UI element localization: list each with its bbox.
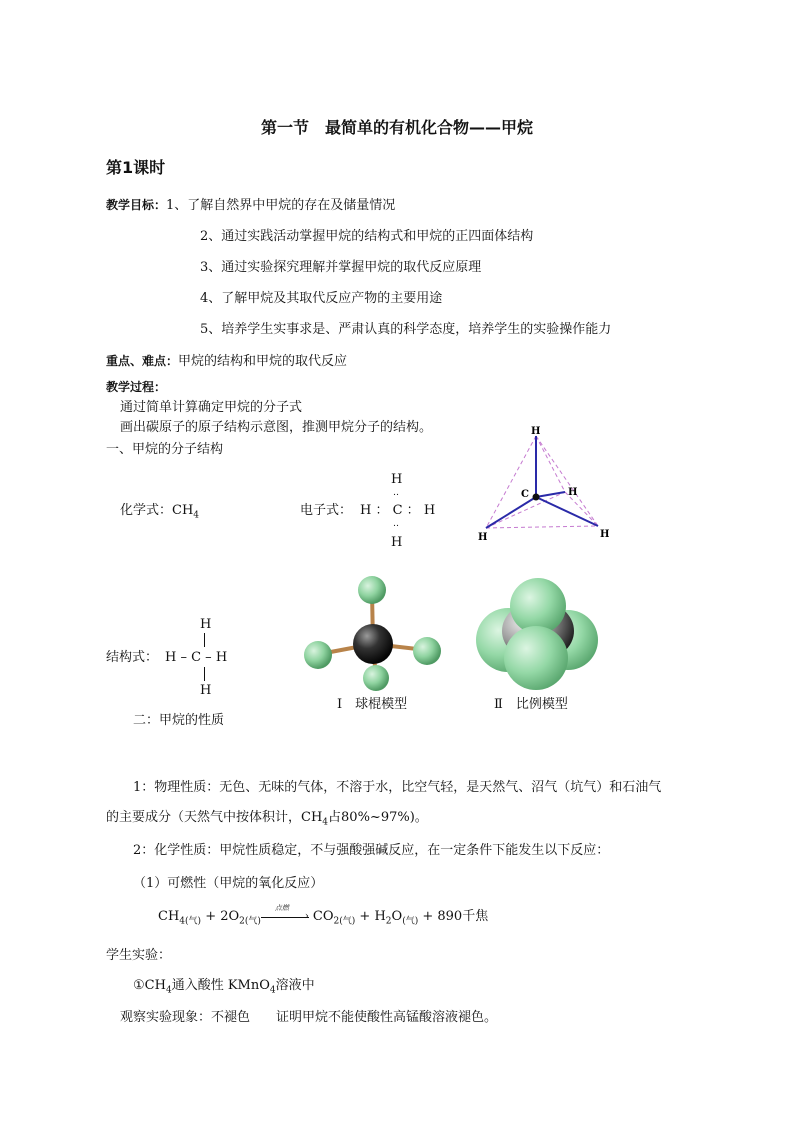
hydrogen-ball xyxy=(363,665,389,691)
exp1-b: 通入酸性 KMnO xyxy=(171,978,270,993)
chemical-formula-sub: 4 xyxy=(193,510,200,521)
key-points-text: 甲烷的结构和甲烷的取代反应 xyxy=(178,354,348,369)
combustion-heading: （1）可燃性（甲烷的氧化反应） xyxy=(133,876,324,891)
section-2-heading: 二：甲烷的性质 xyxy=(133,713,225,728)
space-filling-caption: Ⅱ 比例模型 xyxy=(494,697,568,712)
objective-item-5: 5、培养学生实事求是、严肃认真的科学态度，培养学生的实验操作能力 xyxy=(200,322,612,337)
hydrogen-ball xyxy=(304,641,332,669)
eq-arrow-line xyxy=(261,917,309,918)
structural-formula-top-h: H xyxy=(200,617,212,632)
tetra-label-right-inner: H xyxy=(568,487,578,498)
process-label: 教学过程： xyxy=(106,380,167,394)
electron-formula-row: H ： C ： H xyxy=(360,503,436,518)
electron-formula-bottom-h: H xyxy=(391,535,403,550)
tetra-bond xyxy=(536,492,565,497)
eq-arrow-head: › xyxy=(304,910,309,922)
objective-item-1: 1、了解自然界中甲烷的存在及储量情况 xyxy=(166,198,396,213)
tetra-label-right: H xyxy=(600,529,610,540)
physical-line-2 xyxy=(106,810,428,828)
process-line-1: 通过简单计算确定甲烷的分子式 xyxy=(120,400,303,415)
tetra-label-top: H xyxy=(531,426,541,437)
page-title: 第一节 最简单的有机化合物——甲烷 xyxy=(260,118,533,137)
tetra-bond xyxy=(486,497,536,528)
tetra-edge xyxy=(486,526,598,528)
objectives-label: 教学目标： xyxy=(106,198,167,212)
exp1-sub2: 4 xyxy=(269,985,276,996)
exp1-c: 溶液中 xyxy=(275,978,315,993)
combustion-equation xyxy=(158,903,489,927)
process-line-2: 画出碳原子的原子结构示意图，推测甲烷分子的结构。 xyxy=(120,420,433,435)
space-filling-model xyxy=(472,576,604,692)
eq-condition: 点燃 xyxy=(274,903,289,912)
objective-item-2: 2、通过实践活动掌握甲烷的结构式和甲烷的正四面体结构 xyxy=(200,229,534,244)
hydrogen-ball xyxy=(358,576,386,604)
lesson-heading: 第1课时 xyxy=(106,158,166,177)
structural-bond-bottom xyxy=(204,667,205,681)
eq-plus-h2: + H xyxy=(355,909,386,924)
objective-item-4: 4、了解甲烷及其取代反应产物的主要用途 xyxy=(200,291,443,306)
eq-o: O xyxy=(391,909,403,924)
carbon-ball xyxy=(353,624,393,664)
chemical-formula-text: 化学式：CH xyxy=(120,503,194,518)
physical-line-1: 1：物理性质：无色、无味的气体，不溶于水，比空气轻，是天然气、沼气（坑气）和石油气 xyxy=(133,780,662,795)
ball-stick-model xyxy=(300,574,450,696)
exp1-a: ①CH xyxy=(133,978,166,993)
structural-formula-label: 结构式： xyxy=(106,650,159,665)
tetra-edge xyxy=(486,436,536,528)
chemical-properties: 2：化学性质：甲烷性质稳定，不与强酸强碱反应，在一定条件下能发生以下反应： xyxy=(133,843,610,858)
eq-state: (气) xyxy=(244,916,261,927)
eq-sub-4: 4 xyxy=(179,916,186,927)
eq-heat: + 890千焦 xyxy=(418,909,489,924)
eq-sub-2: 2 xyxy=(333,916,340,927)
structural-formula-row: H – C – H xyxy=(165,650,228,665)
eq-arrow xyxy=(261,903,313,924)
electron-dots-bottom: ‥ xyxy=(393,519,400,529)
structural-formula-bottom-h: H xyxy=(200,683,212,698)
section-1-heading: 一、甲烷的分子结构 xyxy=(106,442,224,457)
eq-state: (气) xyxy=(339,916,356,927)
key-points-label: 重点、难点： xyxy=(106,354,179,368)
eq-state: (气) xyxy=(185,916,202,927)
eq-co: CO xyxy=(312,909,334,924)
chemical-formula xyxy=(120,503,199,521)
hydrogen-sphere xyxy=(510,578,566,634)
eq-sub-2: 2 xyxy=(385,916,392,927)
eq-state: (气) xyxy=(402,916,419,927)
carbon-dot xyxy=(533,494,540,501)
hydrogen-ball xyxy=(413,637,441,665)
tetrahedron-diagram xyxy=(470,420,620,550)
key-points xyxy=(106,354,347,370)
exp1-sub: 4 xyxy=(165,985,172,996)
eq-plus-o2: + 2O xyxy=(201,909,240,924)
tetra-bond xyxy=(536,497,598,526)
observation: 观察实验现象：不褪色 证明甲烷不能使酸性高锰酸溶液褪色。 xyxy=(120,1010,498,1025)
objectives-line-1 xyxy=(106,198,395,214)
electron-formula-top-h: H xyxy=(391,472,403,487)
experiment-1 xyxy=(133,978,315,996)
physical-line-2-b: 占80%~97%)。 xyxy=(328,810,428,825)
hydrogen-sphere xyxy=(504,626,568,690)
tetra-label-center: C xyxy=(521,489,529,500)
eq-sub-2: 2 xyxy=(239,916,245,927)
tetra-label-left: H xyxy=(478,532,488,543)
ball-stick-caption: Ⅰ 球棍模型 xyxy=(337,697,408,712)
electron-dots-top: ‥ xyxy=(393,488,400,498)
electron-formula-label: 电子式： xyxy=(300,503,353,518)
tetra-edge xyxy=(536,436,565,492)
structural-bond-top xyxy=(204,633,205,647)
physical-line-2-a: 的主要成分（天然气中按体积计，CH xyxy=(106,810,323,825)
student-experiment: 学生实验： xyxy=(106,948,172,963)
eq-ch: CH xyxy=(158,909,180,924)
physical-line-2-sub: 4 xyxy=(322,817,329,828)
objective-item-3: 3、通过实验探究理解并掌握甲烷的取代反应原理 xyxy=(200,260,482,275)
